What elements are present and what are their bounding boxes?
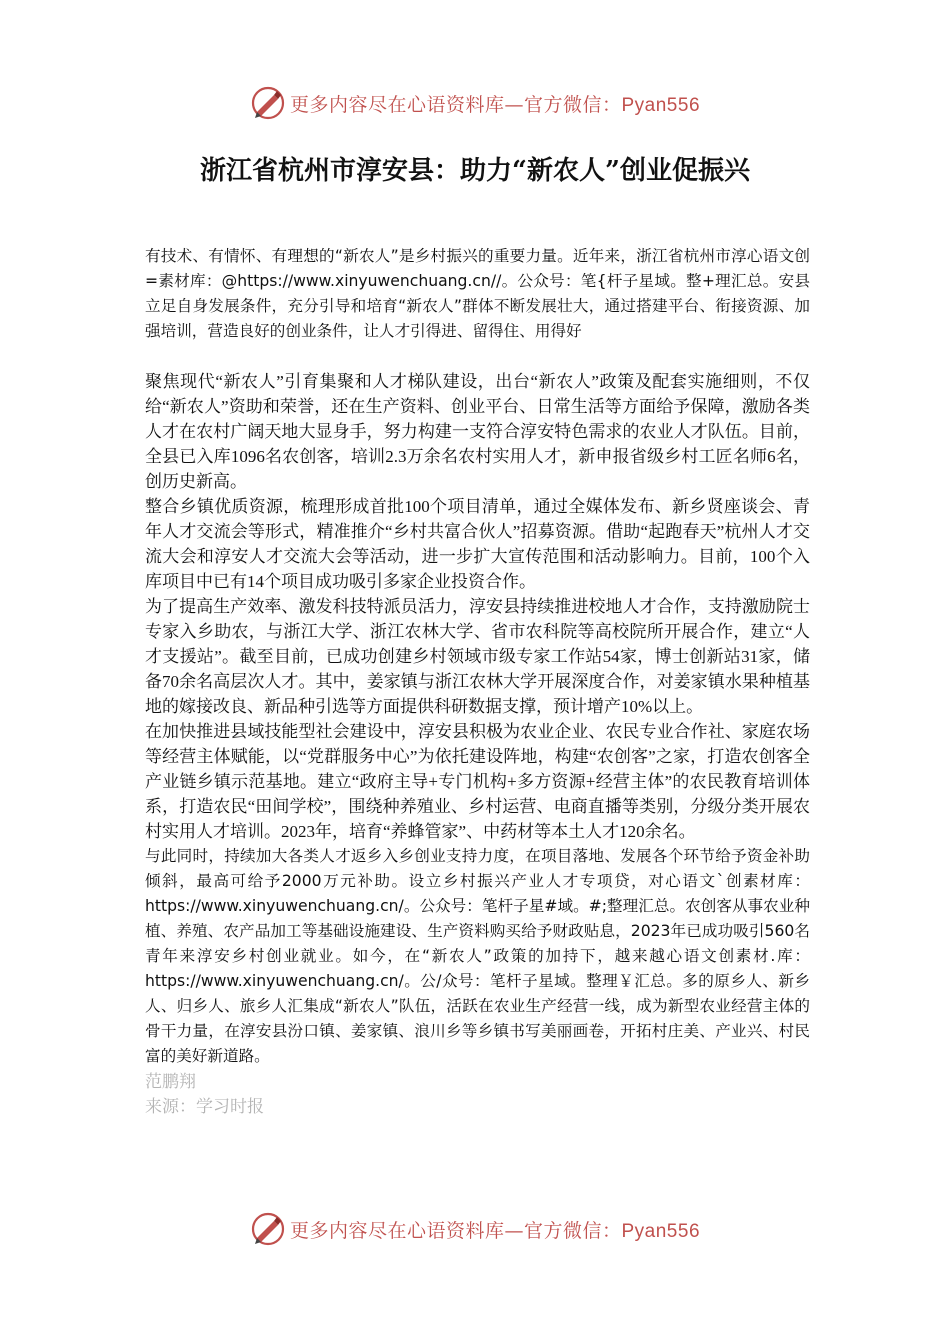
wechat-id: Pyan556: [621, 94, 701, 116]
paragraph: 整合乡镇优质资源，梳理形成首批100个项目清单，通过全媒体发布、新乡贤座谈会、青年人才交流会等形式，精准推介“乡村共富合伙人”招募资源。借助“起跑春天”杭州人才交流大会和淳安人才交流大会等活动，进一步扩大宣传范围和活动影响力。目前，100个入库项目中已有14个项目成功吸引多家企业投资合作。: [145, 497, 810, 591]
header-banner: [0, 83, 950, 123]
page-title: 浙江省杭州市淳安县：助力“新农人”创业促振兴: [200, 156, 750, 186]
pen-logo-icon: [250, 85, 286, 121]
author: 范鹏翔: [145, 1072, 196, 1091]
article-body: [145, 244, 810, 1119]
wechat-id: Pyan556: [621, 1220, 701, 1242]
paragraph-intro: 有技术、有情怀、有理想的“新农人”是乡村振兴的重要力量。近年来，浙江省杭州市淳心语文创=素材库：@https://www.xinyuwenchuang.cn//。公众号：笔{杆子星域。整+理汇总。安县立足自身发展条件，充分引导和培育“新农人”群体不断发展壮大，通过搭建平台、衔接资源、加强培训，营造良好的创业条件，让人才引得进、留得住、用得好: [145, 247, 810, 340]
paragraph: 为了提高生产效率、激发科技特派员活力，淳安县持续推进校地人才合作，支持激励院士专家入乡助农，与浙江大学、浙江农林大学、省市农科院等高校院所开展合作，建立“人才支援站”。截至目前，已成功创建乡村领域市级专家工作站54家，博士创新站31家，储备70余名高层次人才。其中，姜家镇与浙江农林大学开展深度合作，对姜家镇水果种植基地的嫁接改良、新品种引选等方面提供科研数据支撑，预计增产10%以上。: [145, 597, 810, 716]
paragraph: 聚焦现代“新农人”引育集聚和人才梯队建设，出台“新农人”政策及配套实施细则，不仅给“新农人”资助和荣誉，还在生产资料、创业平台、日常生活等方面给予保障，激励各类人才在农村广阔天地大显身手，努力构建一支符合淳安特色需求的农业人才队伍。目前，全县已入库1096名农创客，培训2.3万余名农村实用人才，新申报省级乡村工匠名师6名，创历史新高。: [145, 372, 810, 491]
paragraph: 在加快推进县域技能型社会建设中，淳安县积极为农业企业、农民专业合作社、家庭农场等经营主体赋能，以“党群服务中心”为依托建设阵地，构建“农创客”之家，打造农创客全产业链乡镇示范基地。建立“政府主导+专门机构+多方资源+经营主体”的农民教育培训体系，打造农民“田间学校”，围绕种养殖业、乡村运营、电商直播等类别，分级分类开展农村实用人才培训。2023年，培育“养蜂管家”、中药材等本土人才120余名。: [145, 722, 810, 841]
footer-banner: [0, 1209, 950, 1249]
source: 来源：学习时报: [145, 1097, 264, 1116]
paragraph: 与此同时，持续加大各类人才返乡入乡创业支持力度，在项目落地、发展各个环节给予资金补助倾斜，最高可给予2000万元补助。设立乡村振兴产业人才专项贷，对心语文`创素材库：https://www.xinyuwenchuang.cn/。公众号：笔杆子星#域。#;整理汇总。农创客从事农业种植、养殖、农产品加工等基础设施建设、生产资料购买给予财政贴息，2023年已成功吸引560名青年来淳安乡村创业就业。如今，在“新农人”政策的加持下，越来越心语文创素材.库：https://www.xinyuwenchuang.cn/。公/众号：笔杆子星域。整理￥汇总。多的原乡人、新乡人、归乡人、旅乡人汇集成“新农人”队伍，活跃在农业生产经营一线，成为新型农业经营主体的骨干力量，在淳安县汾口镇、姜家镇、浪川乡等乡镇书写美丽画卷，开拓村庄美、产业兴、村民富的美好新道路。: [145, 847, 810, 1065]
banner-text: 更多内容尽在心语资料库—官方微信：Pyan556: [289, 93, 701, 116]
banner-text: 更多内容尽在心语资料库—官方微信：Pyan556: [289, 1219, 701, 1242]
pen-logo-icon: [250, 1211, 286, 1247]
